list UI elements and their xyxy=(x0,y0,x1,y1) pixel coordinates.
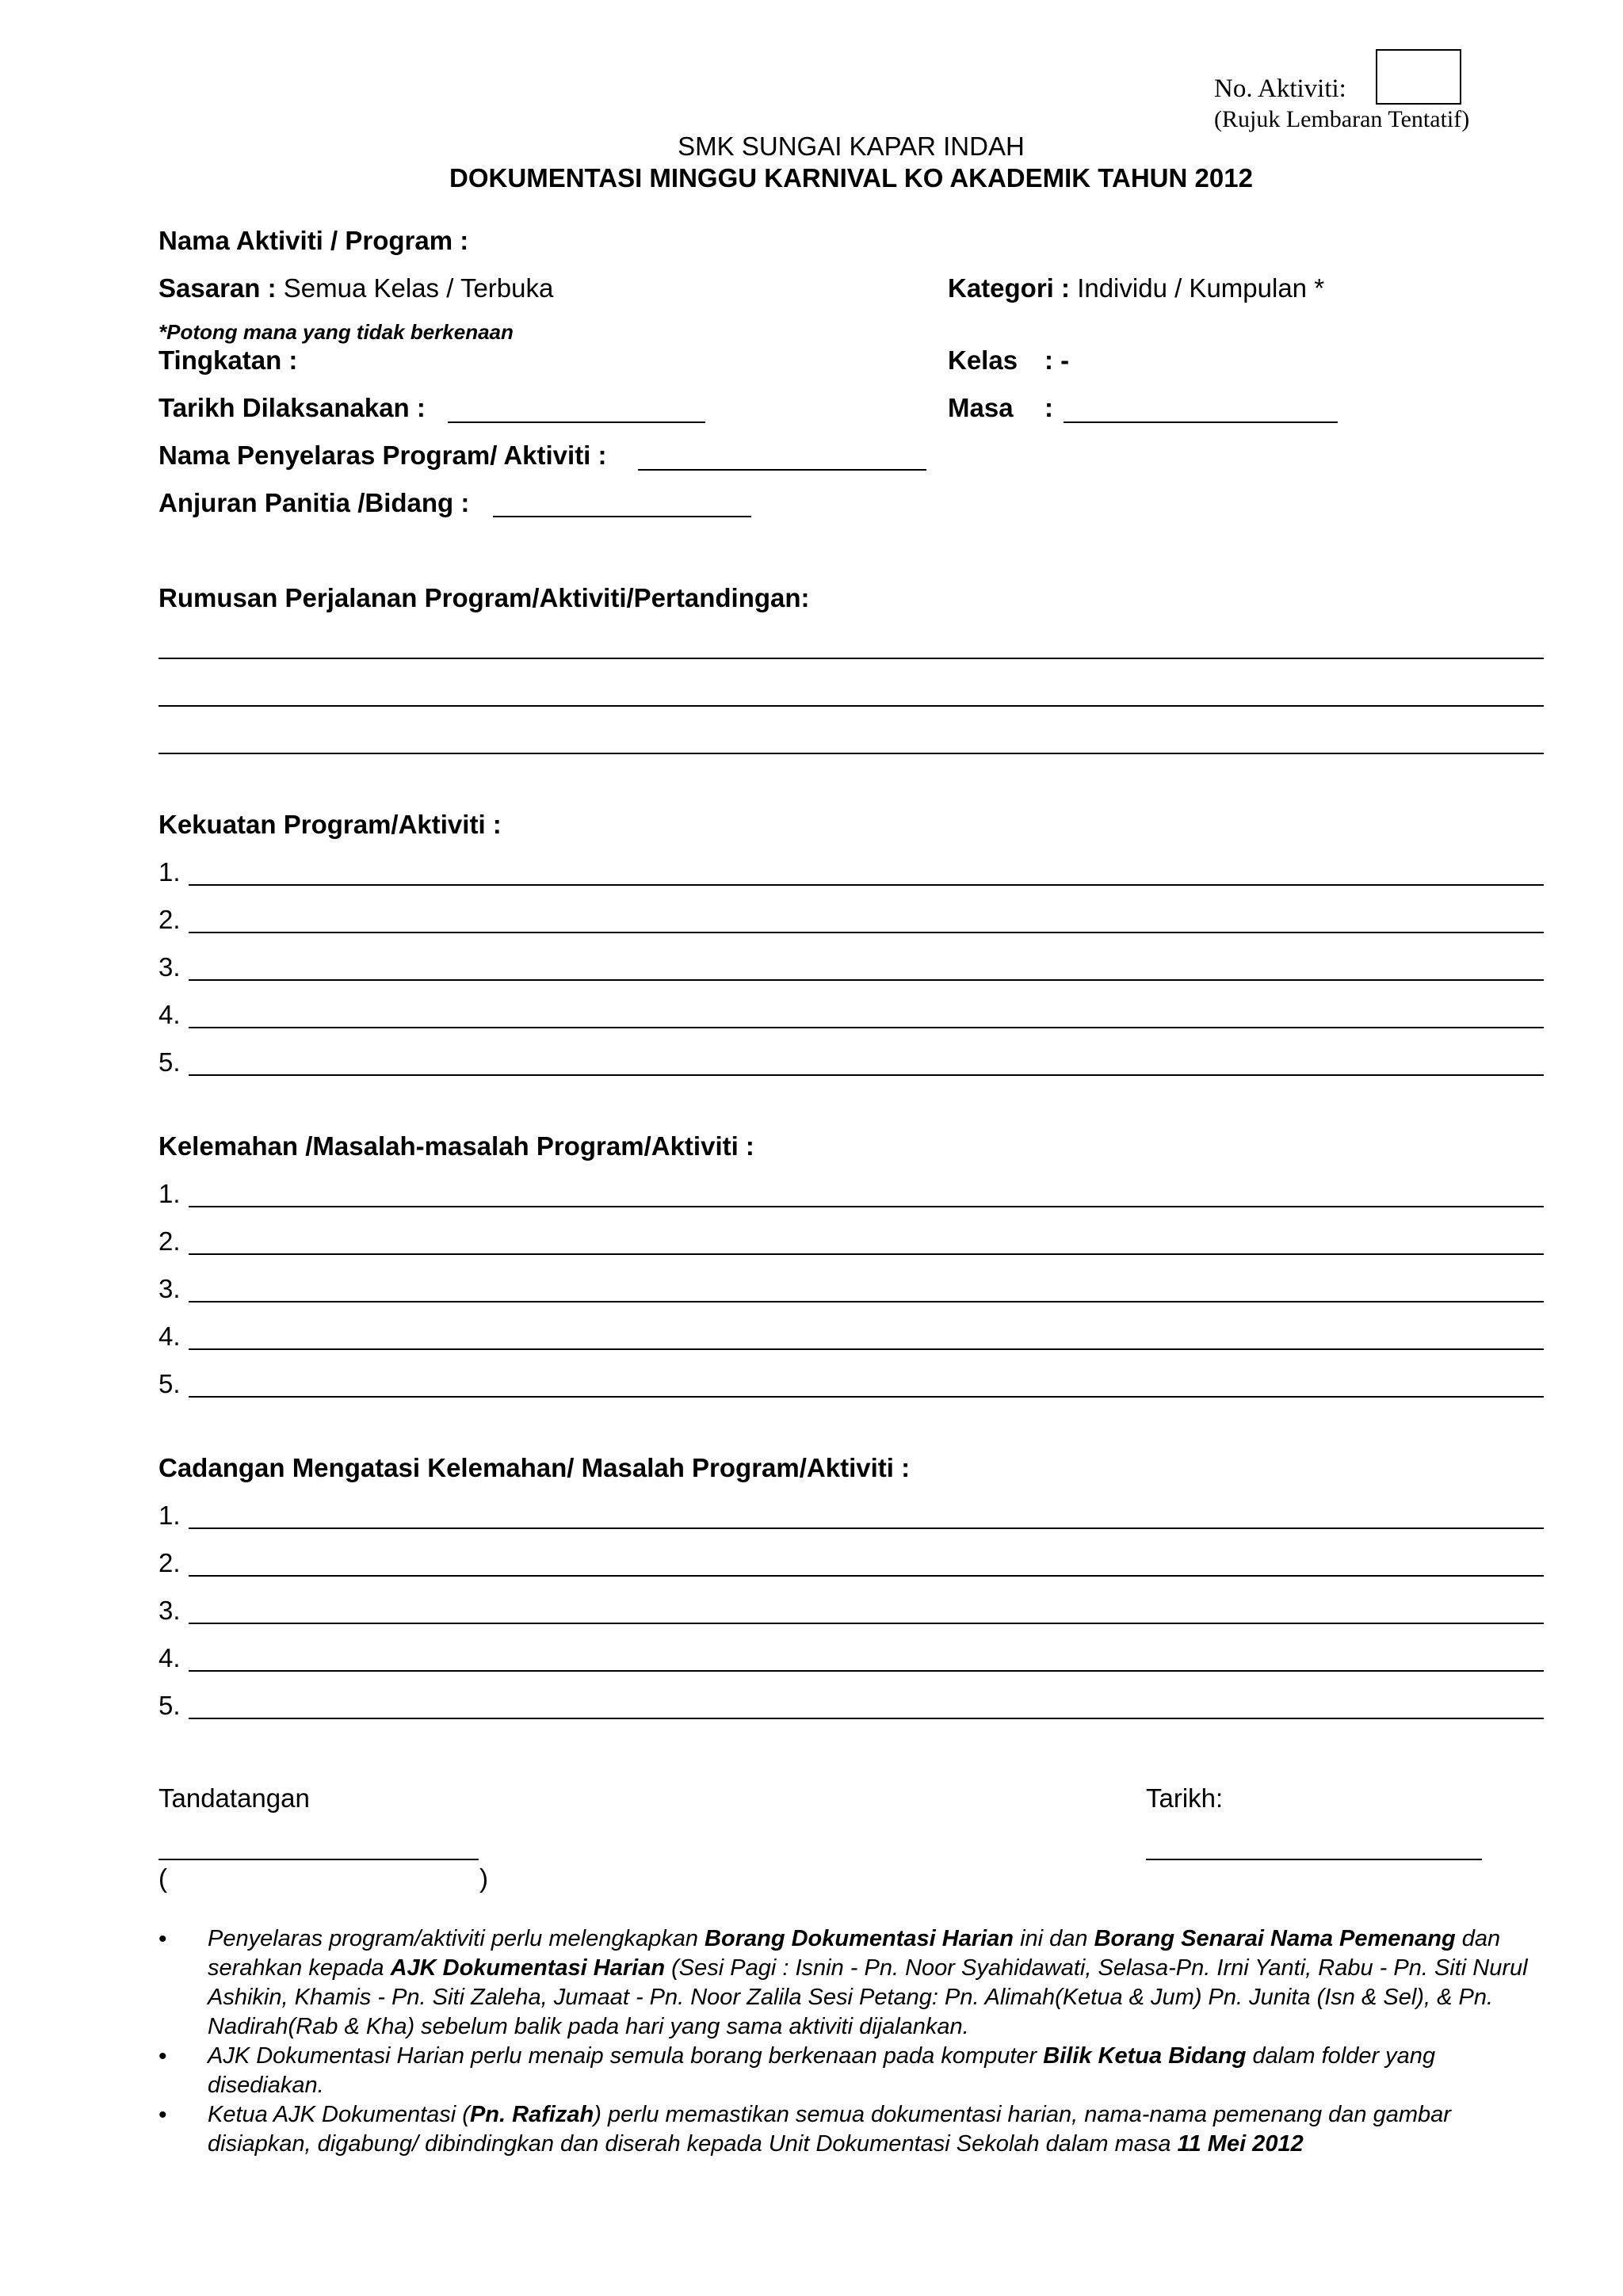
class-label: Kelas xyxy=(948,345,1018,375)
strength-number-4: 4. xyxy=(158,1000,181,1029)
class-value: : - xyxy=(1044,345,1070,375)
time-label: Masa xyxy=(948,393,1014,422)
note-3-text: Ketua AJK Dokumentasi ( xyxy=(208,2102,470,2127)
activity-name-label: Nama Aktiviti / Program : xyxy=(158,226,469,255)
suggestion-line-2[interactable] xyxy=(189,1575,1544,1577)
note-1-text: dan serahkan kepada xyxy=(208,1926,1501,1981)
strength-line-5[interactable] xyxy=(189,1074,1544,1076)
weakness-number-5: 5. xyxy=(158,1369,181,1398)
weakness-line-3[interactable] xyxy=(189,1301,1544,1302)
note-2-text: AJK Dokumentasi Harian perlu menaip semula borang berkenaan pada komputer xyxy=(208,2043,1044,2069)
strength-line-1[interactable] xyxy=(189,884,1544,886)
note-item-3 xyxy=(158,2100,1553,2159)
category-value: Individu / Kumpulan * xyxy=(1077,273,1325,303)
form-level-label: Tingkatan : xyxy=(158,345,298,375)
date-line[interactable] xyxy=(448,421,705,423)
school-name: SMK SUNGAI KAPAR INDAH xyxy=(678,132,1025,161)
suggestion-number-5: 5. xyxy=(158,1691,181,1720)
strength-number-5: 5. xyxy=(158,1047,181,1077)
time-line[interactable] xyxy=(1064,421,1338,423)
weakness-number-1: 1. xyxy=(158,1179,181,1208)
category-field xyxy=(948,273,1324,303)
signature-label: Tandatangan xyxy=(158,1783,310,1813)
activity-no-box[interactable] xyxy=(1376,49,1461,105)
weakness-line-4[interactable] xyxy=(189,1348,1544,1350)
strike-out-note: *Potong mana yang tidak berkenaan xyxy=(158,320,514,344)
strength-line-4[interactable] xyxy=(189,1027,1544,1028)
organizer-label: Anjuran Panitia /Bidang : xyxy=(158,488,470,517)
strength-number-2: 2. xyxy=(158,905,181,934)
notes-list xyxy=(158,1924,1553,2159)
note-1-text: (Sesi Pagi : Isnin - Pn. Noor Syahidawati, Selasa-Pn. Irni Yanti, Rabu - Pn. Siti Nurul Ashikin, Khamis - Pn. Siti Zaleha, Jumaat - Pn. Noor Zalila Sesi Petang: Pn. Alimah(Ketua & Jum) Pn. Junita (Isn & Sel), & Pn. Nadirah(Rab & Kha) sebelum balik pada hari yang sama aktiviti dijalankan. xyxy=(208,1955,1528,2039)
summary-line-3[interactable] xyxy=(158,753,1544,754)
target-field xyxy=(158,273,553,303)
coordinator-line[interactable] xyxy=(638,469,926,471)
bullet-icon: • xyxy=(158,2102,167,2128)
date-label: Tarikh Dilaksanakan : xyxy=(158,393,426,422)
signature-name-open-paren: ( xyxy=(158,1863,167,1893)
note-2-text: dalam folder yang disediakan. xyxy=(208,2043,1436,2098)
note-3-bold-date: 11 Mei 2012 xyxy=(1177,2131,1304,2157)
summary-heading: Rumusan Perjalanan Program/Aktiviti/Pertandingan: xyxy=(158,583,810,612)
weaknesses-heading: Kelemahan /Masalah-masalah Program/Aktiviti : xyxy=(158,1131,754,1161)
activity-no-label: No. Aktiviti: xyxy=(1214,74,1346,103)
note-1-text: Penyelaras program/aktiviti perlu melengkapkan xyxy=(208,1926,705,1951)
strengths-heading: Kekuatan Program/Aktiviti : xyxy=(158,810,502,839)
weakness-line-1[interactable] xyxy=(189,1206,1544,1207)
suggestion-number-3: 3. xyxy=(158,1596,181,1625)
strength-number-3: 3. xyxy=(158,952,181,982)
suggestions-heading: Cadangan Mengatasi Kelemahan/ Masalah Program/Aktiviti : xyxy=(158,1453,911,1482)
strength-number-1: 1. xyxy=(158,857,181,887)
suggestion-line-3[interactable] xyxy=(189,1623,1544,1624)
note-item-1 xyxy=(158,1924,1553,2042)
strength-line-2[interactable] xyxy=(189,932,1544,933)
signature-date-line[interactable] xyxy=(1146,1859,1482,1860)
organizer-line[interactable] xyxy=(493,516,751,517)
signature-date-label: Tarikh: xyxy=(1146,1783,1224,1813)
weakness-line-2[interactable] xyxy=(189,1253,1544,1255)
coordinator-label: Nama Penyelaras Program/ Aktiviti : xyxy=(158,441,607,470)
weakness-number-4: 4. xyxy=(158,1322,181,1351)
signature-name-close-paren: ) xyxy=(479,1863,488,1893)
note-1-bold-form: Borang Dokumentasi Harian xyxy=(705,1926,1014,1951)
bullet-icon: • xyxy=(158,1926,167,1952)
weakness-number-2: 2. xyxy=(158,1226,181,1256)
suggestion-line-4[interactable] xyxy=(189,1670,1544,1672)
strength-line-3[interactable] xyxy=(189,979,1544,981)
suggestion-number-4: 4. xyxy=(158,1643,181,1672)
note-2-bold-room: Bilik Ketua Bidang xyxy=(1043,2043,1247,2069)
note-3-text: ) perlu memastikan semua dokumentasi harian, nama-nama pemenang dan gambar disiapkan, digabung/ dibindingkan dan diserah kepada Unit Dokumentasi Sekolah dalam masa xyxy=(208,2102,1451,2157)
note-3-bold-name: Pn. Rafizah xyxy=(469,2102,594,2127)
note-1-bold-committee: AJK Dokumentasi Harian xyxy=(390,1955,666,1981)
weakness-number-3: 3. xyxy=(158,1274,181,1303)
signature-line[interactable] xyxy=(158,1859,479,1860)
document-title: DOKUMENTASI MINGGU KARNIVAL KO AKADEMIK TAHUN 2012 xyxy=(449,163,1253,193)
suggestion-line-5[interactable] xyxy=(189,1718,1544,1719)
weakness-line-5[interactable] xyxy=(189,1396,1544,1398)
activity-no-note: (Rujuk Lembaran Tentatif) xyxy=(1214,106,1470,132)
note-item-2 xyxy=(158,2042,1553,2100)
category-label: Kategori : xyxy=(948,273,1071,303)
summary-line-1[interactable] xyxy=(158,658,1544,659)
target-label: Sasaran : xyxy=(158,273,277,303)
suggestion-number-2: 2. xyxy=(158,1548,181,1577)
note-1-text: ini dan xyxy=(1014,1926,1094,1951)
bullet-icon: • xyxy=(158,2043,167,2069)
time-colon: : xyxy=(1044,393,1053,422)
summary-line-2[interactable] xyxy=(158,705,1544,707)
suggestion-number-1: 1. xyxy=(158,1501,181,1530)
suggestion-line-1[interactable] xyxy=(189,1527,1544,1529)
target-value: Semua Kelas / Terbuka xyxy=(283,273,554,303)
note-1-bold-winners: Borang Senarai Nama Pemenang xyxy=(1094,1926,1456,1951)
